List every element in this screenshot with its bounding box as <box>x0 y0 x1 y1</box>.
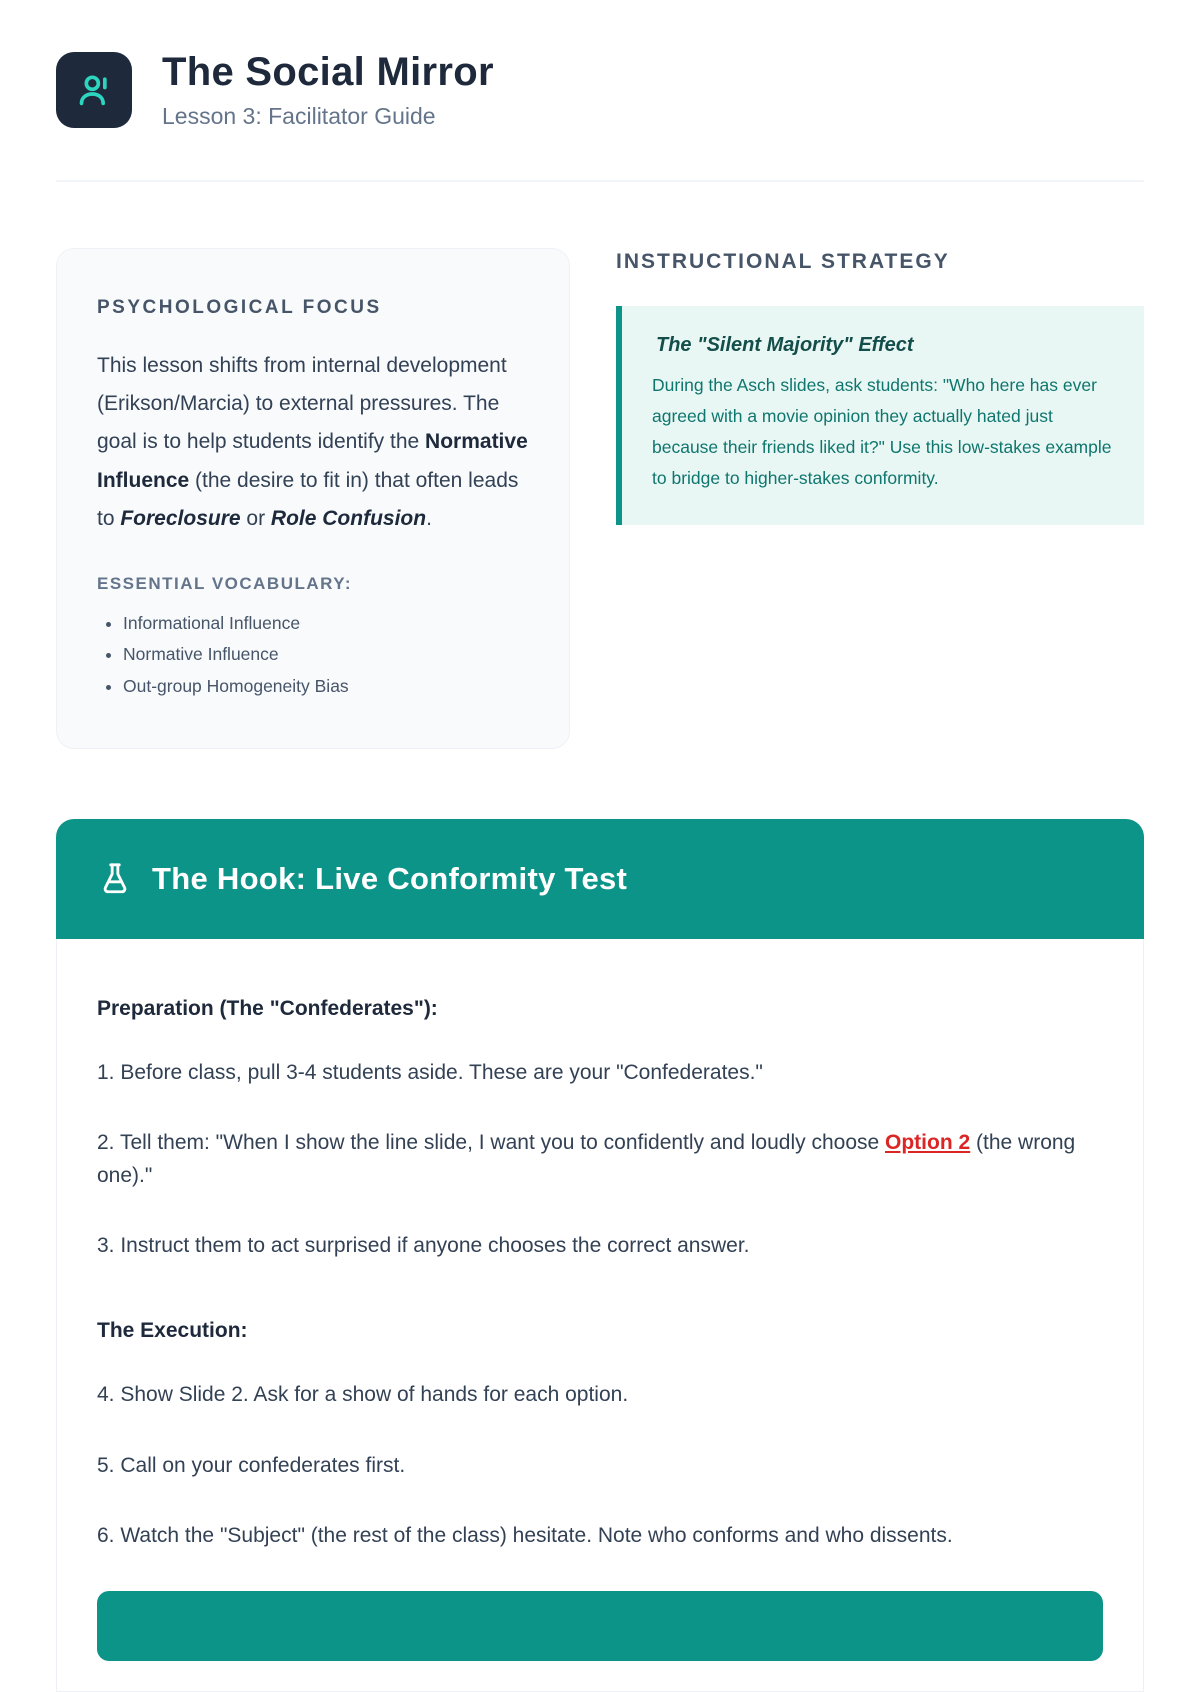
preparation-heading: Preparation (The "Confederates"): <box>97 996 438 1020</box>
page-subtitle: Lesson 3: Facilitator Guide <box>162 103 436 129</box>
focus-italic-foreclosure: Foreclosure <box>120 506 241 530</box>
step-2-text-post: (the wrong one)." <box>97 1131 1076 1187</box>
page-title: The Social Mirror <box>162 50 494 94</box>
focus-italic-role-confusion: Role Confusion <box>270 506 427 530</box>
callout-body: During the Asch slides, ask students: "Who here has ever agreed with a movie opinion they actually hated just because their friends liked it?" Use this low-stakes example to bridge to higher-stakes conformity. <box>652 375 1112 489</box>
execution-heading: The Execution: <box>97 1319 248 1343</box>
focus-text-part-4: . <box>426 506 432 530</box>
step-3: 3. Instruct them to act surprised if anyone chooses the correct answer. <box>97 1234 750 1258</box>
step-5: 5. Call on your confederates first. <box>97 1453 406 1477</box>
option-2-emphasis: Option 2 <box>885 1131 971 1155</box>
instructional-strategy-column <box>616 248 1144 525</box>
user-icon <box>74 70 114 110</box>
hook-section-body <box>56 939 1144 1692</box>
step-2 <box>97 1127 1103 1192</box>
vocab-list <box>97 610 529 699</box>
focus-text-part-1: This lesson shifts from internal development (Erikson/Marcia) to external pressures. The goal is to help students identify the <box>97 354 507 454</box>
focus-text-part-2: (the desire to fit in) that often leads to <box>97 468 519 530</box>
callout-title: The "Silent Majority" Effect <box>656 334 914 356</box>
vocab-heading: ESSENTIAL VOCABULARY: <box>97 574 353 594</box>
hook-section-title: The Hook: Live Conformity Test <box>152 860 628 896</box>
next-section-header-partial <box>97 1591 1103 1661</box>
focus-text-part-3: or <box>240 506 271 530</box>
content-columns <box>0 182 1200 749</box>
hook-section-header <box>56 819 1144 939</box>
psychological-focus-card <box>56 248 570 749</box>
app-logo <box>56 52 132 128</box>
hook-section <box>56 819 1144 1692</box>
focus-paragraph <box>97 347 529 538</box>
step-1: 1. Before class, pull 3-4 students aside. These are your "Confederates." <box>97 1060 763 1084</box>
step-4: 4. Show Slide 2. Ask for a show of hands for each option. <box>97 1383 629 1407</box>
strategy-heading: INSTRUCTIONAL STRATEGY <box>616 250 950 273</box>
flask-icon <box>98 862 132 896</box>
focus-bold-normative-influence: Normative Influence <box>97 430 528 492</box>
silent-majority-callout <box>616 306 1144 525</box>
page-header <box>0 0 1200 130</box>
vocab-item-outgroup-homogeneity-bias: • Out-group Homogeneity Bias <box>123 673 529 699</box>
focus-heading: PSYCHOLOGICAL FOCUS <box>97 297 382 318</box>
title-block <box>162 50 494 130</box>
step-2-text-pre: 2. Tell them: "When I show the line slide, I want you to confidently and loudly choose <box>97 1131 886 1155</box>
step-6: 6. Watch the "Subject" (the rest of the class) hesitate. Note who conforms and who dissents. <box>97 1524 953 1548</box>
vocab-item-informational-influence: • Informational Influence <box>123 610 529 636</box>
vocab-item-normative-influence: • Normative Influence <box>123 641 529 667</box>
